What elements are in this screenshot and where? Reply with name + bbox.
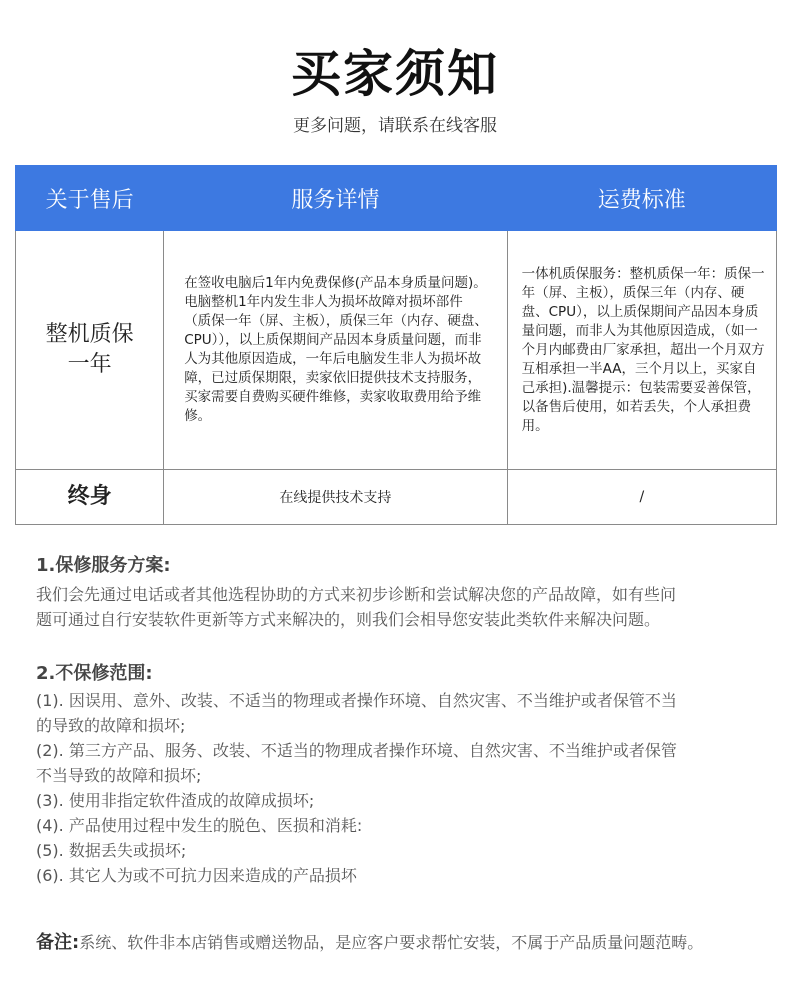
- exclusion-line: (2). 第三方产品、服务、改装、不适当的物理成者操作环境、自然灾害、不当维护或者保管: [36, 741, 677, 760]
- row-name-text: 整机质保一年: [45, 322, 134, 377]
- column-header-service-details: 服务详情: [164, 166, 507, 231]
- table-row: [16, 231, 777, 470]
- table-header-row: [16, 166, 777, 231]
- column-header-after-sales: 关于售后: [16, 166, 164, 231]
- row-name-warranty: [16, 231, 164, 470]
- repair-plan-line: 我们会先通过电话或者其他选程协助的方式来初步诊断和尝试解决您的产品故障，如有些问: [36, 585, 677, 604]
- row-name-lifetime: 终身: [16, 470, 164, 525]
- remark-text: 系统、软件非本店销售或赠送物品，是应客户要求帮忙安装，不属于产品质量问题范畴。: [79, 933, 704, 952]
- page-title: 买家须知: [291, 45, 499, 103]
- row-detail-warranty: 在签收电脑后1年内免费保修(产品本身质量问题)。电脑整机1年内发生非人为损坏故障对损坏部件（质保一年（屏、主板），质保三年（内存、硬盘、CPU）），以上质保期间产品因本身质量问题，而非人为其他原因造成，一年后电脑发生非人为损坏故障，已过质保期限，卖家依旧提供技术支持服务，买家需要自费购买硬件维修，卖家收取费用给予维修。: [164, 231, 507, 470]
- column-header-shipping-standard: 运费标准: [507, 166, 776, 231]
- repair-plan-section: [36, 553, 766, 632]
- exclusions-title: 2.不保修范围:: [36, 663, 153, 684]
- exclusion-line: (4). 产品使用过程中发生的脱色、医损和消耗:: [36, 816, 363, 835]
- row-shipping-warranty: 一体机质保服务：整机质保一年：质保一年（屏、主板），质保三年（内存、硬盘、CPU），以上质保期间产品因本身质量问题，而非人为其他原因造成，（如一个月内邮费由厂家承担，超出一个月双方互相承担一半AA，三个月以上，买家自己承担).温馨提示：包装需要妥善保管，以备售后使用，如若丢失，个人承担费用。: [507, 231, 776, 470]
- exclusion-line: (6). 其它人为或不可抗力因来造成的产品损坏: [36, 866, 357, 885]
- table-row: [16, 470, 777, 525]
- remark-label: 备注:: [36, 932, 80, 953]
- remark: [36, 930, 776, 956]
- exclusion-line: (1). 因误用、意外、改装、不适当的物理或者操作环境、自然灾害、不当维护或者保管不当: [36, 691, 677, 710]
- page-subtitle: 更多问题，请联系在线客服: [293, 116, 497, 136]
- row-shipping-lifetime: /: [507, 470, 776, 525]
- exclusion-line: (5). 数据丢失或损坏;: [36, 841, 187, 860]
- repair-plan-line: 题可通过自行安装软件更新等方式来解决的，则我们会相导您安装此类软件来解决问题。: [36, 610, 661, 629]
- exclusion-line: (3). 使用非指定软件渣成的故障成损坏;: [36, 791, 315, 810]
- row-detail-lifetime: 在线提供技术支持: [164, 470, 507, 525]
- exclusion-line: 的导致的故障和损坏;: [36, 716, 186, 735]
- repair-plan-title: 1.保修服务方案:: [36, 555, 171, 576]
- after-sales-table: [15, 165, 777, 525]
- exclusions-section: [36, 661, 766, 888]
- exclusion-line: 不当导致的故障和损坏;: [36, 766, 202, 785]
